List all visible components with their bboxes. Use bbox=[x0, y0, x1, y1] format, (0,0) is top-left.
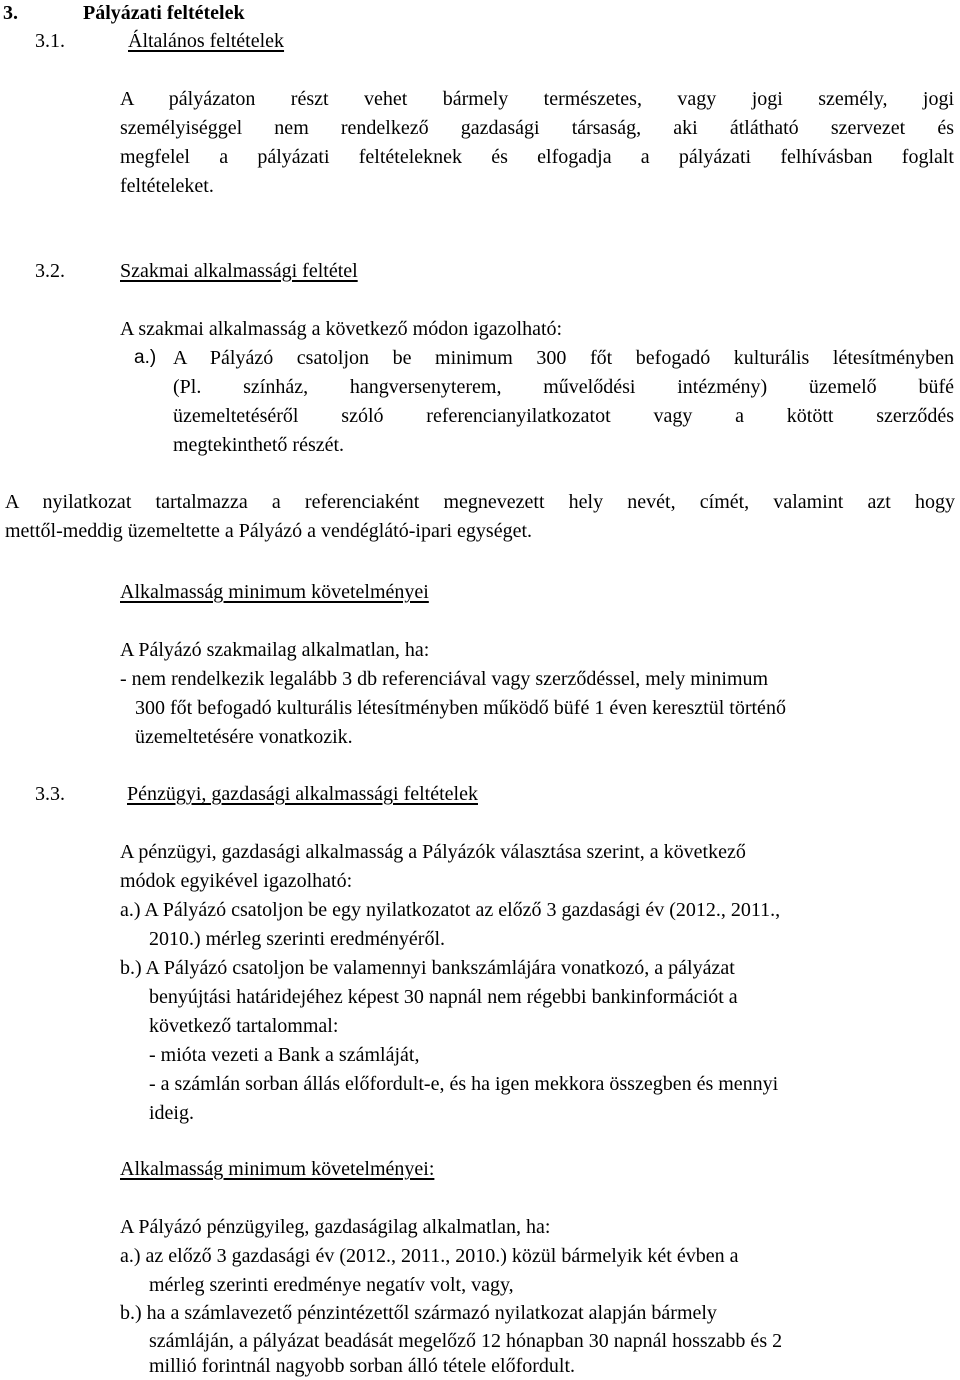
financial-minimum-requirements-heading: Alkalmasság minimum követelményei: bbox=[120, 1158, 435, 1180]
professional-unfit-line-2: 300 főt befogadó kulturális létesítményben működő büfé 1 éven keresztül történő bbox=[135, 697, 786, 719]
general-conditions-line-3: megfelel a pályázati feltételeknek és elfogadja a pályázati felhívásban foglalt bbox=[120, 146, 954, 168]
section-3-1-title: Általános feltételek bbox=[128, 30, 285, 52]
section-3-number: 3. bbox=[3, 2, 18, 24]
reference-requirement-line-1: A Pályázó csatoljon be minimum 300 főt befogadó kulturális létesítményben bbox=[173, 347, 954, 369]
financial-item-b-line-1: b.) A Pályázó csatoljon be valamennyi bankszámlájára vonatkozó, a pályázat bbox=[120, 957, 735, 979]
general-conditions-line-2: személyiséggel nem rendelkező gazdasági társaság, aki átlátható szervezet és bbox=[120, 117, 954, 139]
financial-item-b-line-3: következő tartalommal: bbox=[149, 1015, 339, 1037]
financial-intro-line-2: módok egyikével igazolható: bbox=[120, 870, 353, 892]
reference-requirement-line-2: (Pl. színház, hangversenyterem, művelődési intézmény) üzemelő büfé bbox=[173, 376, 954, 398]
section-3-1-number: 3.1. bbox=[35, 30, 65, 52]
professional-suitability-intro: A szakmai alkalmasság a következő módon igazolható: bbox=[120, 318, 563, 340]
professional-unfit-line-1: - nem rendelkezik legalább 3 db referenciával vagy szerződéssel, mely minimum bbox=[120, 668, 769, 690]
financial-item-a-line-1: a.) A Pályázó csatoljon be egy nyilatkozatot az előző 3 gazdasági év (2012., 2011., bbox=[120, 899, 781, 921]
general-conditions-line-1: A pályázaton részt vehet bármely természetes, vagy jogi személy, jogi bbox=[120, 88, 954, 110]
section-3-3-title: Pénzügyi, gazdasági alkalmassági feltételek bbox=[127, 783, 478, 805]
section-3-3-number: 3.3. bbox=[35, 783, 65, 805]
financial-unfit-a-line-1: a.) az előző 3 gazdasági év (2012., 2011., 2010.) közül bármelyik két évben a bbox=[120, 1245, 739, 1267]
section-3-2-title: Szakmai alkalmassági feltétel bbox=[120, 260, 358, 282]
financial-unfit-intro: A Pályázó pénzügyileg, gazdaságilag alkalmatlan, ha: bbox=[120, 1216, 551, 1238]
section-3-2-number: 3.2. bbox=[35, 260, 65, 282]
financial-item-b-line-2: benyújtási határidejéhez képest 30 napnál nem régebbi bankinformációt a bbox=[149, 986, 738, 1008]
section-3-title: Pályázati feltételek bbox=[83, 2, 245, 24]
financial-unfit-b-line-2: számláján, a pályázat beadását megelőző 12 hónapban 30 napnál hosszabb és 2 bbox=[149, 1330, 783, 1352]
general-conditions-line-4: feltételeket. bbox=[120, 175, 214, 197]
professional-unfit-intro: A Pályázó szakmailag alkalmatlan, ha: bbox=[120, 639, 430, 661]
financial-unfit-b-line-1: b.) ha a számlavezető pénzintézettől származó nyilatkozat alapján bármely bbox=[120, 1302, 717, 1324]
financial-item-b-line-4: - mióta vezeti a Bank a számláját, bbox=[149, 1044, 420, 1066]
reference-requirement-line-4: megtekinthető részét. bbox=[173, 434, 345, 456]
statement-content-line-1: A nyilatkozat tartalmazza a referenciaként megnevezett hely nevét, címét, valamint azt hogy bbox=[5, 491, 955, 513]
professional-unfit-line-3: üzemeltetésére vonatkozik. bbox=[135, 726, 353, 748]
financial-unfit-b-line-3: millió forintnál nagyobb sorban álló tétele előfordult. bbox=[149, 1355, 576, 1377]
financial-intro-line-1: A pénzügyi, gazdasági alkalmasság a Pályázók választása szerint, a következő bbox=[120, 841, 746, 863]
financial-unfit-a-line-2: mérleg szerinti eredménye negatív volt, vagy, bbox=[149, 1274, 514, 1296]
financial-item-b-line-6: ideig. bbox=[149, 1102, 194, 1124]
statement-content-line-2: mettől-meddig üzemeltette a Pályázó a vendéglátó-ipari egységet. bbox=[5, 520, 533, 542]
financial-item-a-line-2: 2010.) mérleg szerinti eredményéről. bbox=[149, 928, 445, 950]
item-a-marker: a.) bbox=[134, 347, 157, 368]
reference-requirement-line-3: üzemeltetéséről szóló referencianyilatkozatot vagy a kötött szerződés bbox=[173, 405, 954, 427]
financial-item-b-line-5: - a számlán sorban állás előfordult-e, és ha igen mekkora összegben és mennyi bbox=[149, 1073, 779, 1095]
professional-minimum-requirements-heading: Alkalmasság minimum követelményei bbox=[120, 581, 429, 603]
